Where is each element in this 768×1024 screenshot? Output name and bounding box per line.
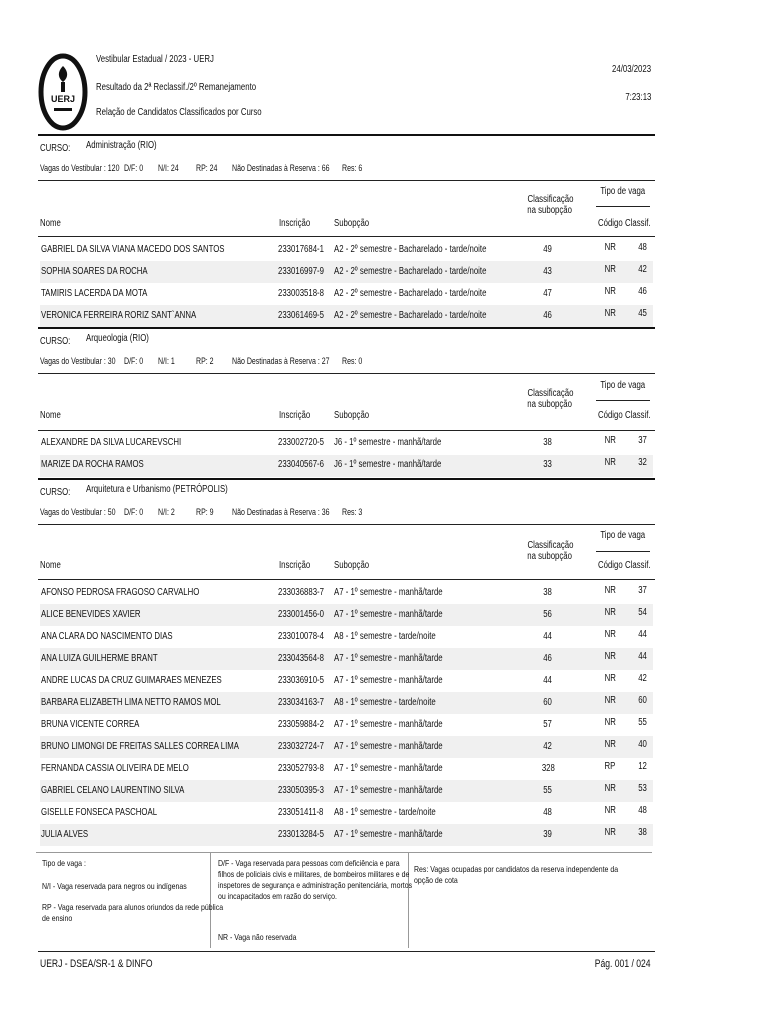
row-inscricao: 233034163-7 [278, 697, 324, 708]
course-stats-rp: RP: 24 [196, 163, 218, 173]
row-inscricao: 233036883-7 [278, 587, 324, 598]
row-classif: 38 [638, 827, 648, 838]
row-inscricao: 233059884-2 [278, 719, 324, 730]
row-codigo: NR [604, 739, 616, 750]
legend-res: Res: Vagas ocupadas por candidatos da reserva independente da opção de cota [414, 864, 619, 885]
header-divider [38, 134, 655, 136]
logo-text: UERJ [51, 94, 76, 104]
col-classif-tipo: Classif. [625, 560, 651, 571]
row-subopcao: A8 - 1º semestre - tarde/noite [334, 697, 436, 708]
footer-left: UERJ - DSEA/SR-1 & DINFO [40, 958, 153, 970]
col-nome: Nome [40, 560, 61, 571]
course-divider [38, 327, 655, 329]
row-name: ANDRE LUCAS DA CRUZ GUIMARAES MENEZES [41, 675, 222, 686]
row-classif: 44 [638, 651, 648, 662]
page-number: Pág. 001 / 024 [595, 958, 651, 970]
col-inscricao: Inscrição [279, 218, 311, 229]
row-classificacao: 38 [543, 587, 553, 598]
course-stats-df: D/F: 0 [124, 163, 144, 173]
row-subopcao: A7 - 1º semestre - manhã/tarde [334, 785, 443, 796]
row-classif: 53 [638, 783, 648, 794]
row-codigo: NR [604, 695, 616, 706]
row-subopcao: A7 - 1º semestre - manhã/tarde [334, 675, 443, 686]
row-inscricao: 233032724-7 [278, 741, 324, 752]
col-inscricao: Inscrição [279, 560, 311, 571]
course-stats-vagas: Vagas do Vestibular : 30 [40, 356, 116, 366]
row-codigo: NR [604, 607, 616, 618]
row-codigo: NR [604, 805, 616, 816]
course-name: Administração (RIO) [86, 140, 157, 151]
row-classificacao: 328 [541, 763, 555, 774]
legend-tipo-title: Tipo de vaga : [42, 858, 86, 868]
row-classif: 42 [638, 673, 648, 684]
section-divider [38, 373, 655, 374]
course-stats-ni: N/I: 24 [158, 163, 179, 173]
course-divider [38, 478, 655, 480]
row-subopcao: A7 - 1º semestre - manhã/tarde [334, 741, 443, 752]
row-classificacao: 55 [543, 785, 553, 796]
row-subopcao: A7 - 1º semestre - manhã/tarde [334, 829, 443, 840]
report-description: Relação de Candidatos Classificados por Curso [96, 107, 262, 118]
course-stats-res: Res: 0 [342, 356, 363, 366]
col-tipo-vaga: Tipo de vaga [600, 530, 646, 541]
course-stats-ndr: Não Destinadas à Reserva : 27 [232, 356, 330, 366]
col-tipo-vaga: Tipo de vaga [600, 186, 646, 197]
row-codigo: NR [604, 717, 616, 728]
row-classif: 55 [638, 717, 648, 728]
row-inscricao: 233036910-5 [278, 675, 324, 686]
row-inscricao: 233013284-5 [278, 829, 324, 840]
tipo-underline [596, 551, 650, 552]
row-subopcao: A8 - 1º semestre - tarde/noite [334, 631, 436, 642]
course-stats-ndr: Não Destinadas à Reserva : 36 [232, 507, 330, 517]
curso-label: CURSO: [40, 487, 71, 498]
row-classificacao: 42 [543, 741, 553, 752]
legend-nr: NR - Vaga não reservada [218, 932, 297, 942]
col-classif: Classificação na subopção [527, 388, 573, 410]
section-divider [38, 180, 655, 181]
row-inscricao: 233010078-4 [278, 631, 324, 642]
row-inscricao: 233050395-3 [278, 785, 324, 796]
col-nome: Nome [40, 410, 61, 421]
col-tipo-vaga: Tipo de vaga [600, 380, 646, 391]
row-classif: 44 [638, 629, 648, 640]
col-codigo: Código [598, 410, 623, 421]
row-inscricao: 233001456-0 [278, 609, 324, 620]
course-stats-df: D/F: 0 [124, 356, 144, 366]
legend-divider [210, 852, 211, 948]
row-inscricao: 233052793-8 [278, 763, 324, 774]
report-time: 7:23:13 [624, 92, 651, 103]
row-subopcao: A7 - 1º semestre - manhã/tarde [334, 719, 443, 730]
table-header-divider [38, 579, 655, 580]
report-subtitle: Resultado da 2ª Reclassif./2º Remanejamento [96, 82, 257, 93]
row-subopcao: A7 - 1º semestre - manhã/tarde [334, 653, 443, 664]
row-inscricao: 233051411-8 [278, 807, 324, 818]
tipo-underline [596, 206, 650, 207]
course-stats-ndr: Não Destinadas à Reserva : 66 [232, 163, 330, 173]
course-stats-res: Res: 6 [342, 163, 363, 173]
table-header-divider [38, 430, 655, 431]
row-name: ANA CLARA DO NASCIMENTO DIAS [41, 631, 173, 642]
col-nome: Nome [40, 218, 61, 229]
curso-label: CURSO: [40, 143, 71, 154]
row-name: JULIA ALVES [41, 829, 89, 840]
row-subopcao: A7 - 1º semestre - manhã/tarde [334, 609, 443, 620]
table-header-divider [38, 236, 655, 237]
col-codigo: Código [598, 218, 623, 229]
section-divider [38, 524, 655, 525]
row-codigo: NR [604, 827, 616, 838]
row-name: BARBARA ELIZABETH LIMA NETTO RAMOS MOL [41, 697, 221, 708]
row-codigo: NR [604, 673, 616, 684]
curso-label: CURSO: [40, 336, 71, 347]
row-classificacao: 44 [543, 675, 553, 686]
col-classif: Classificação na subopção [527, 540, 573, 562]
row-subopcao: A7 - 1º semestre - manhã/tarde [334, 763, 443, 774]
row-name: BRUNO LIMONGI DE FREITAS SALLES CORREA LIMA [41, 741, 239, 752]
row-classif: 60 [638, 695, 648, 706]
legend-rp: RP - Vaga reservada para alunos oriundos da rede pública de ensino [42, 902, 224, 923]
report-date: 24/03/2023 [611, 64, 651, 75]
course-stats-rp: RP: 2 [196, 356, 214, 366]
col-subopcao: Subopção [334, 560, 370, 571]
row-classificacao: 60 [543, 697, 553, 708]
footer-divider [38, 951, 655, 952]
report-title: Vestibular Estadual / 2023 - UERJ [96, 54, 214, 65]
row-classificacao: 57 [543, 719, 553, 730]
col-subopcao: Subopção [334, 410, 370, 421]
row-name: BRUNA VICENTE CORREA [41, 719, 140, 730]
row-name: GABRIEL CELANO LAURENTINO SILVA [41, 785, 185, 796]
row-classif: 54 [638, 607, 648, 618]
row-name: ALICE BENEVIDES XAVIER [41, 609, 141, 620]
row-inscricao: 233043564-8 [278, 653, 324, 664]
course-stats-vagas: Vagas do Vestibular : 120 [40, 163, 120, 173]
course-name: Arquitetura e Urbanismo (PETRÓPOLIS) [86, 484, 228, 495]
row-classificacao: 56 [543, 609, 553, 620]
row-classificacao: 48 [543, 807, 553, 818]
col-classif-tipo: Classif. [625, 410, 651, 421]
row-classificacao: 44 [543, 631, 553, 642]
tipo-underline [596, 400, 650, 401]
row-name: ANA LUIZA GUILHERME BRANT [41, 653, 158, 664]
row-classif: 40 [638, 739, 648, 750]
col-subopcao: Subopção [334, 218, 370, 229]
row-classificacao: 39 [543, 829, 553, 840]
row-name: AFONSO PEDROSA FRAGOSO CARVALHO [41, 587, 200, 598]
row-codigo: NR [604, 783, 616, 794]
row-subopcao: A8 - 1º semestre - tarde/noite [334, 807, 436, 818]
course-stats-rp: RP: 9 [196, 507, 214, 517]
legend-ni: N/I - Vaga reservada para negros ou indígenas [42, 881, 187, 891]
course-stats-df: D/F: 0 [124, 507, 144, 517]
course-stats-ni: N/I: 2 [158, 507, 175, 517]
course-stats-vagas: Vagas do Vestibular : 50 [40, 507, 116, 517]
legend-df: D/F - Vaga reservada para pessoas com deficiência e para filhos de policiais civis e militares, de bombeiros militares e de inspetores de segurança e administração penitenciária, mortos ou incapacitados em razão do serviço. [218, 858, 413, 901]
uerj-logo [38, 52, 88, 136]
row-name: GISELLE FONSECA PASCHOAL [41, 807, 158, 818]
course-name: Arqueologia (RIO) [86, 333, 149, 344]
row-codigo: NR [604, 651, 616, 662]
row-classif: 48 [638, 805, 648, 816]
row-classificacao: 46 [543, 653, 553, 664]
col-codigo: Código [598, 560, 623, 571]
row-codigo: RP [604, 761, 616, 772]
row-name: FERNANDA CASSIA OLIVEIRA DE MELO [41, 763, 189, 774]
course-stats-ni: N/I: 1 [158, 356, 175, 366]
col-classif: Classificação na subopção [527, 194, 573, 216]
col-inscricao: Inscrição [279, 410, 311, 421]
course-stats-res: Res: 3 [342, 507, 363, 517]
row-classif: 37 [638, 585, 648, 596]
row-codigo: NR [604, 629, 616, 640]
col-classif-tipo: Classif. [625, 218, 651, 229]
row-classif: 12 [638, 761, 648, 772]
row-codigo: NR [604, 585, 616, 596]
row-subopcao: A7 - 1º semestre - manhã/tarde [334, 587, 443, 598]
